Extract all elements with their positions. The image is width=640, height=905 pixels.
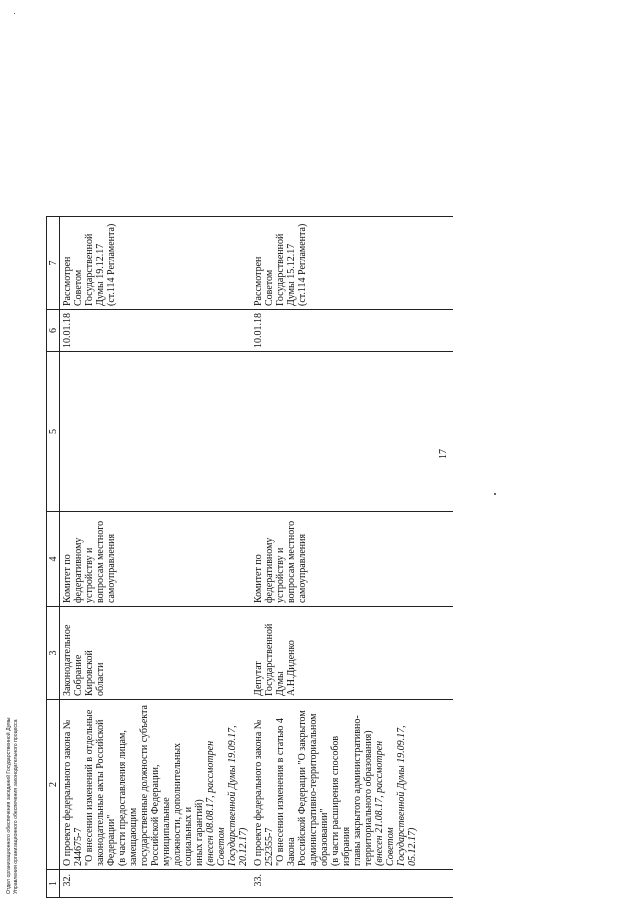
- bill-title-line: государственные должности субъекта: [139, 705, 150, 866]
- footer-line: Управления организационного обеспечения законодательного процесса: [13, 719, 19, 894]
- bill-description: [249, 700, 453, 870]
- bill-title-line: территориального образования): [363, 730, 374, 866]
- page-number: 17: [438, 449, 449, 459]
- bill-title-line: должности, дополнительных социальных и: [172, 742, 194, 866]
- date-cell: 10.01.18: [249, 310, 453, 352]
- committee-line: вопросам местного: [286, 520, 297, 603]
- bill-note-line: Государственной Думы 19.09.17, 20.12.17): [227, 725, 249, 866]
- bill-note-line: Государственной Думы 19.09.17, 05.12.17): [396, 725, 418, 866]
- status-line: (ст.114 Регламента): [297, 223, 308, 306]
- bill-title-line: иных гарантий): [194, 799, 205, 866]
- column-header-7: 7: [47, 217, 60, 310]
- initiator: [249, 607, 453, 700]
- status-line: Рассмотрен: [62, 256, 73, 306]
- bill-title-line: "О внесении изменения в статью 4 Закона: [275, 718, 297, 866]
- committee-line: Комитет по: [253, 554, 264, 603]
- bill-title-line: (в части расширения способов избрания: [330, 735, 352, 866]
- initiator-line: А.Н.Диденко: [286, 640, 297, 696]
- column-header-3: 3: [47, 607, 60, 700]
- row-number: 32.: [60, 870, 250, 898]
- column-header-2: 2: [47, 700, 60, 870]
- bill-note-line: (внесен 21.08.17, рассмотрен Советом: [374, 740, 396, 866]
- initiator-line: Думы: [275, 671, 286, 696]
- column-5-cell: [249, 352, 453, 512]
- column-5-cell: [60, 352, 250, 512]
- status-line: Государственной: [275, 233, 286, 306]
- scan-speck: [14, 13, 15, 14]
- column-header-6: 6: [47, 310, 60, 352]
- committee-line: устройству и: [275, 547, 286, 603]
- committee-line: вопросам местного: [95, 520, 106, 603]
- committee-line: самоуправления: [297, 533, 308, 603]
- bill-title-line: (в части предоставления лицам, замещающим: [117, 730, 139, 866]
- bill-title-line: Российской Федерации, муниципальные: [150, 764, 172, 866]
- bill-title-line: Федерации": [106, 814, 117, 866]
- status-line: Думы 19.12.17: [95, 243, 106, 306]
- scan-speck: [494, 493, 496, 495]
- status-line: Советом: [264, 269, 275, 306]
- bill-title-line: "О внесении изменений в отдельные: [84, 709, 95, 866]
- bill-title-line: О проекте федерального закона № 244675-7: [62, 719, 84, 866]
- column-header-4: 4: [47, 512, 60, 607]
- status-line: (ст.114 Регламента): [106, 223, 117, 306]
- footer-line: Отдел организационного обеспечения заседаний Государственной Думы: [6, 717, 12, 894]
- status-line: Советом: [73, 269, 84, 306]
- status-line: Думы 15.12.17: [286, 243, 297, 306]
- status: [60, 217, 250, 310]
- bill-title-line: Российской Федерации "О закрытом: [297, 710, 308, 866]
- initiator-line: области: [95, 662, 106, 696]
- bill-title-line: образовании": [319, 808, 330, 866]
- committee: [249, 512, 453, 607]
- table-row: [249, 217, 453, 898]
- committee: [60, 512, 250, 607]
- bill-description: [60, 700, 250, 870]
- status: [249, 217, 453, 310]
- initiator-line: Законодательное: [62, 624, 73, 696]
- committee-line: устройству и: [84, 547, 95, 603]
- initiator-line: Государственной: [264, 623, 275, 696]
- bill-title-line: главы закрытого административно-: [352, 715, 363, 866]
- committee-line: федеративному: [73, 537, 84, 603]
- initiator: [60, 607, 250, 700]
- bill-title-line: законодательные акты Российской: [95, 719, 106, 866]
- bill-note-line: (внесен 08.08.17, рассмотрен Советом: [205, 740, 227, 866]
- initiator-line: Собрание Кировской: [73, 650, 95, 696]
- bill-title-line: административно-территориальном: [308, 713, 319, 866]
- column-header-1: 1: [47, 870, 60, 898]
- column-header-5: 5: [47, 352, 60, 512]
- committee-line: федеративному: [264, 537, 275, 603]
- column-number-row: [47, 217, 60, 898]
- initiator-line: Депутат: [253, 661, 264, 696]
- page-footer: [6, 717, 20, 894]
- status-line: Государственной: [84, 233, 95, 306]
- committee-line: Комитет по: [62, 554, 73, 603]
- status-line: Рассмотрен: [253, 256, 264, 306]
- agenda-table: [46, 216, 453, 898]
- table-row: [60, 217, 250, 898]
- committee-line: самоуправления: [106, 533, 117, 603]
- bill-title-line: О проекте федерального закона № 252355-7: [253, 719, 275, 866]
- date-cell: 10.01.18: [60, 310, 250, 352]
- row-number: 33.: [249, 870, 453, 898]
